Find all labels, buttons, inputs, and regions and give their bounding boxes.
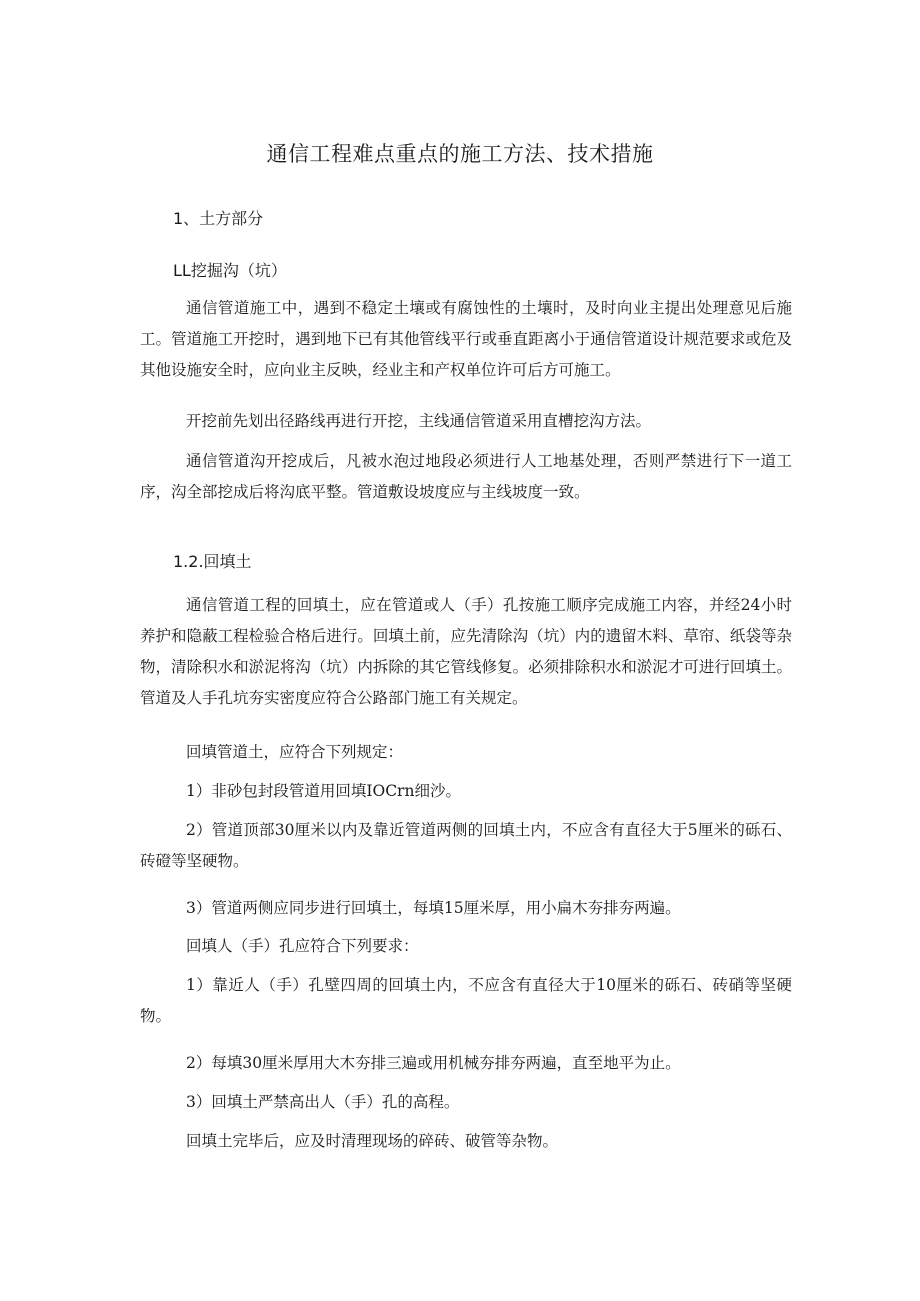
backfill-closing: 回填土完毕后，应及时清理现场的碎砖、破管等杂物。 <box>186 1132 559 1150</box>
pipe-rules-intro: 回填管道土，应符合下列规定： <box>186 743 404 761</box>
paragraph-excavation-3: 通信管道沟开挖成后，凡被水泡过地段必须进行人工地基处理，否则严禁进行下一道工序，沟全部挖成后将沟底平整。管道敷设坡度应与主线坡度一致。 <box>140 452 792 501</box>
pipe-rule-1: 1）非砂包封段管道用回填IOCrn细沙。 <box>186 782 461 800</box>
section-heading-earthwork: 1、土方部分 <box>173 209 264 228</box>
hole-rule-1: 1）靠近人（手）孔壁四周的回填土内，不应含有直径大于10厘米的砾石、砖硝等坚硬物。 <box>140 976 792 1025</box>
pipe-rule-3: 3）管道两侧应同步进行回填土，每填15厘米厚，用小扁木夯排夯两遍。 <box>186 899 681 917</box>
subsection-heading-backfill: 1.2.回填土 <box>173 552 252 571</box>
pipe-rule-2: 2）管道顶部30厘米以内及靠近管道两侧的回填土内，不应含有直径大于5厘米的砾石、砖磴等坚硬物。 <box>140 821 792 870</box>
hole-rules-intro: 回填人（手）孔应符合下列要求： <box>186 937 419 955</box>
paragraph-excavation-1: 通信管道施工中，遇到不稳定土壤或有腐蚀性的土壤时，及时向业主提出处理意见后施工。管道施工开挖时，遇到地下已有其他管线平行或垂直距离小于通信管道设计规范要求或危及其他设施安全时，应向业主反映，经业主和产权单位许可后方可施工。 <box>140 299 792 379</box>
subsection-heading-excavation: LL挖掘沟（坑） <box>173 261 287 280</box>
document-title: 通信工程难点重点的施工方法、技术措施 <box>266 142 654 166</box>
paragraph-excavation-2: 开挖前先划出径路线再进行开挖，主线通信管道采用直槽挖沟方法。 <box>186 412 652 430</box>
paragraph-backfill-intro: 通信管道工程的回填土，应在管道或人（手）孔按施工顺序完成施工内容，并经24小时养护和隐蔽工程检验合格后进行。回填土前，应先清除沟（坑）内的遗留木料、草帘、纸袋等杂物，清除积水和淤泥将沟（坑）内拆除的其它管线修复。必须排除积水和淤泥才可进行回填土。管道及人手孔坑夯实密度应符合公路部门施工有关规定。 <box>140 596 792 707</box>
hole-rule-3: 3）回填土严禁高出人（手）孔的高程。 <box>186 1093 460 1111</box>
hole-rule-2: 2）每填30厘米厚用大木夯排三遍或用机械夯排夯两遍，直至地平为止。 <box>186 1054 681 1072</box>
